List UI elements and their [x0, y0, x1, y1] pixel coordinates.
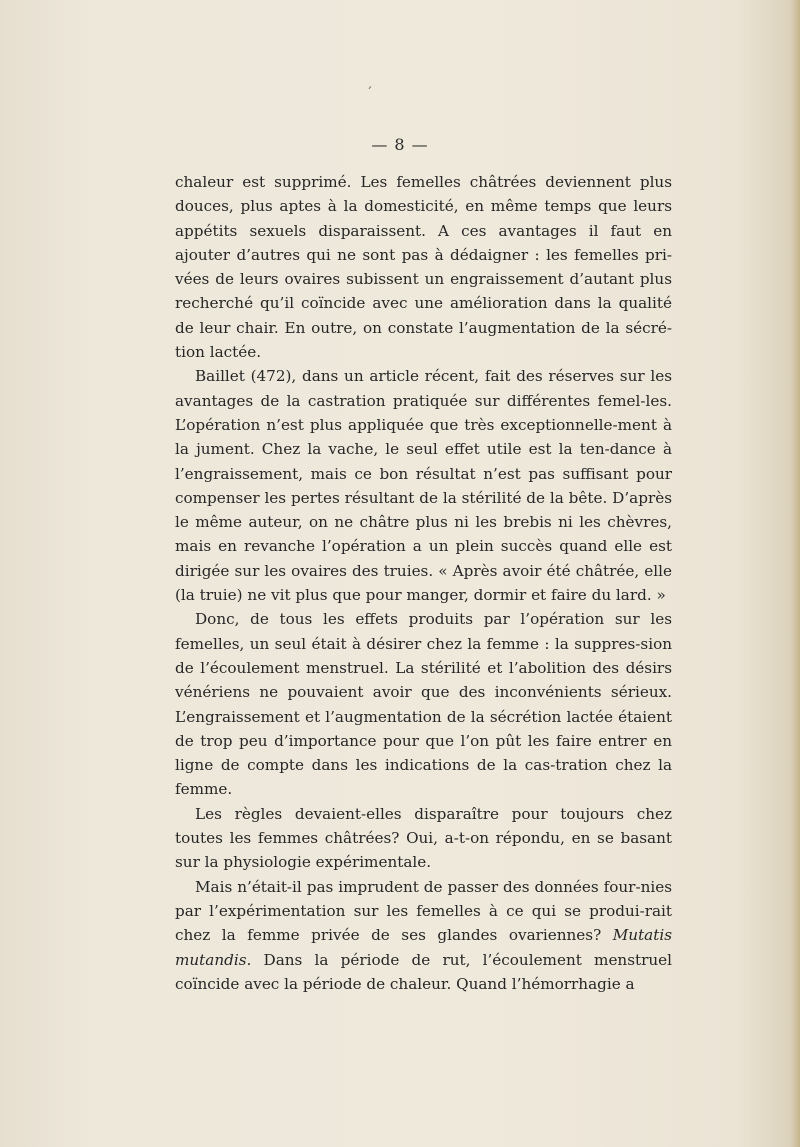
page-number: — 8 —: [371, 135, 429, 154]
page-edge-shadow: [790, 0, 800, 1147]
paragraph-1: chaleur est supprimé. Les femelles châtrées deviennent plus douces, plus aptes à la domesticité, en même temps que leurs appétits sexuels disparaissent. A ces avantages il faut en ajouter d’autres qui ne sont pas à dédaigner : les femelles pri-vées de leurs ovaires subissent un engraissement d’autant plus recherché qu’il coïncide avec une amélioration dans la qualité de leur chair. En outre, on constate l’augmentation de la sécré-tion lactée.: [175, 173, 672, 362]
ink-speck: ˊ: [366, 86, 373, 101]
italic-phrase: Mutatis mutandis.: [175, 926, 672, 969]
paragraph-5-start: Mais n’était-il pas imprudent de passer des données four-nies par l’expérimentation sur les femelles à ce qui se produi-rait chez la femme privée de ses glandes ovariennes?: [175, 877, 672, 945]
paragraph-5-end: Dans la période de rut, l’écoulement menstruel coïncide avec la période de chaleur. Quand l’hémorrhagie a: [175, 950, 672, 993]
paragraph-2: Baillet (472), dans un article récent, fait des réserves sur les avantages de la castration pratiquée sur différentes femel-les. L’opération n’est plus appliquée que très exceptionnelle-ment à la jument. Chez la vache, le seul effet utile est la ten-dance à l’engraissement, mais ce bon résultat n’est pas suffisant pour compenser les pertes résultant de la stérilité de la bête. D’après le même auteur, on ne châtre plus ni les brebis ni les chèvres, mais en revanche l’opération a un plein succès quand elle est dirigée sur les ovaires des truies. « Après avoir été châtrée, elle (la truie) ne vit plus que pour manger, dormir et faire du lard. »: [175, 367, 672, 605]
paragraph-4: Les règles devaient-elles disparaître pour toujours chez toutes les femmes châtrées? Oui, a-t-on répondu, en se basant sur la physiologie expérimentale.: [175, 804, 672, 872]
paragraph-3: Donc, de tous les effets produits par l’opération sur les femelles, un seul était à désirer chez la femme : la suppres-sion de l’écoulement menstruel. La stérilité et l’abolition des désirs vénériens ne pouvaient avoir que des inconvénients sérieux. L’engraissement et l’augmentation de la sécrétion lactée étaient de trop peu d’importance pour que l’on pût les faire entrer en ligne de compte dans les indications de la cas-tration chez la femme.: [175, 610, 672, 799]
body-text: [175, 170, 672, 996]
paragraph-5: [175, 875, 672, 996]
